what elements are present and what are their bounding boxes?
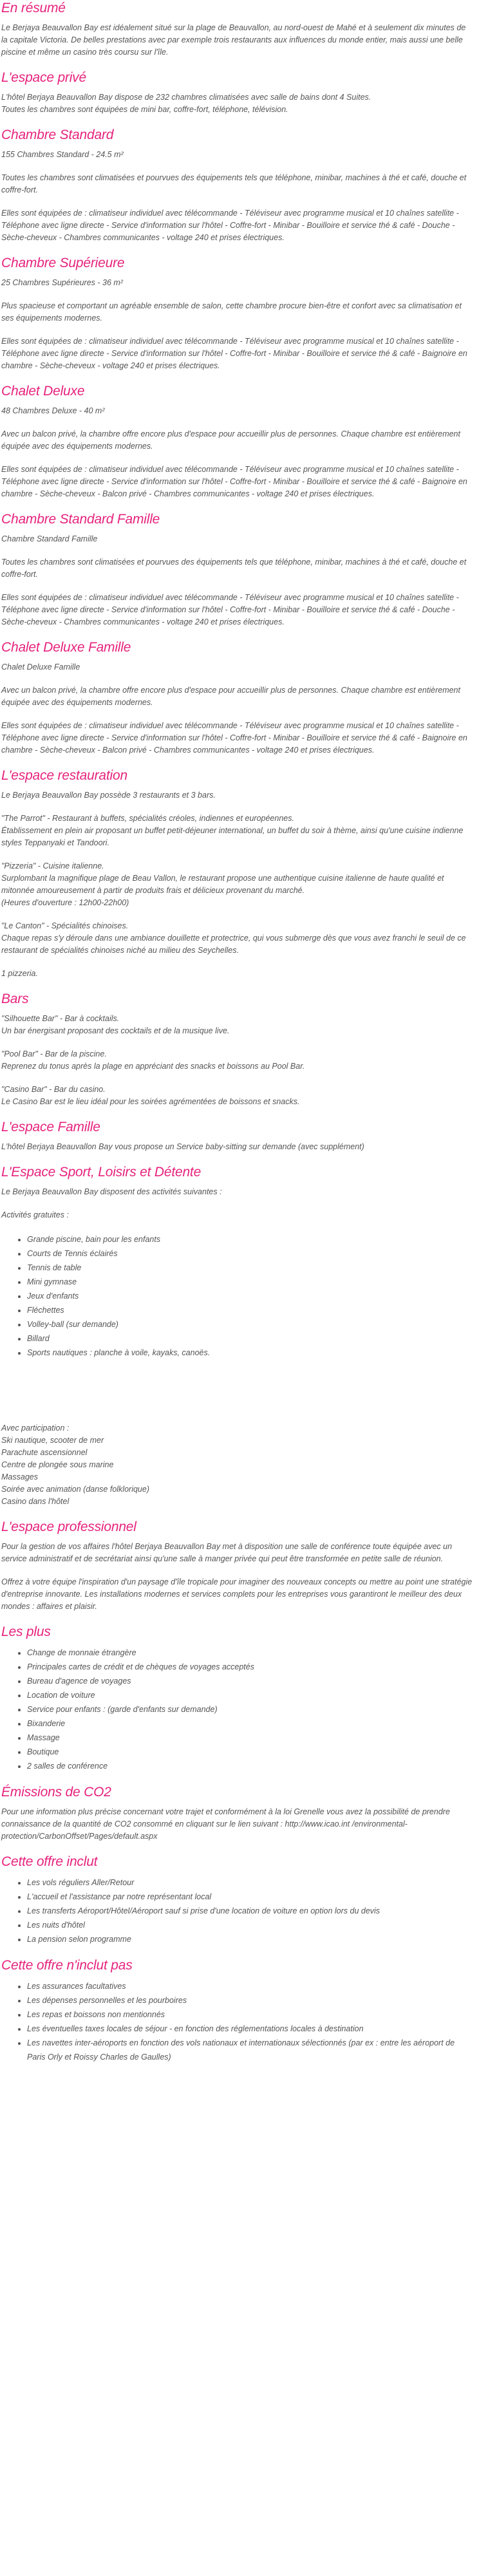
restaurant-parrot [1, 813, 474, 849]
list-item: • Billard [27, 1331, 474, 1346]
section-bars [1, 991, 474, 1108]
list-item: • Courts de Tennis éclairés [27, 1246, 474, 1261]
list-item: • Les assurances facultatives [27, 1979, 474, 1993]
list-item: • Tennis de table [27, 1261, 474, 1275]
section-professionnel [1, 1519, 474, 1613]
section-offre-ninclut [1, 1957, 474, 2064]
list-item: • Grande piscine, bain pour les enfants [27, 1232, 474, 1246]
section-restauration [1, 767, 474, 980]
section-title: Chalet Deluxe Famille [1, 640, 131, 655]
paragraph: Elles sont équipées de : climatiseur individuel avec télécommande - Téléviseur avec programme musical et 10 chaînes satellite - Téléphone avec ligne directe - Service d'information sur l'hôtel - Coffre-fort - Minibar - Bouilloire et service thé & café - Douche - Sèche-cheveux - Chambres communicantes - voltage 240 et prises électriques. [1, 593, 459, 626]
list-item: • Bureau d'agence de voyages [27, 1674, 474, 1688]
text-line: Parachute ascensionnel [1, 1448, 88, 1457]
free-activities-list [1, 1232, 474, 1360]
section-les-plus [1, 1624, 474, 1773]
text-line: Établissement en plein air proposant un buffet petit-déjeuner international, un buffet du soir à thème, ainsi qu'une cuisine indienne styles Teppanyaki et Tandoori. [1, 826, 464, 847]
paragraph: Toutes les chambres sont climatisées et pourvues des équipements tels que téléphone, minibar, machines à thé et café, douche et coffre-fort. [1, 558, 467, 579]
paragraph: Pour la gestion de vos affaires l'hôtel Berjaya Beauvallon Bay met à disposition une salle de conférence toute équipée avec un service administratif et de secrétariat ainsi qu'une salle à manger privée qui peut être transformée en petite salle de réunion. [1, 1542, 453, 1563]
text-line: "Le Canton" - Spécialités chinoises. [1, 921, 129, 930]
paragraph: Plus spacieuse et comportant un agréable ensemble de salon, cette chambre procure bien-être et confort avec sa climatisation et ses équipements modernes. [1, 301, 462, 323]
list-item: • Les navettes inter-aéroports en fonction des vols nationaux et internationaux sélectionnés (par ex : entre les aéroport de Paris Orly et Roissy Charles de Gaulles) [27, 2036, 474, 2064]
section-chambre-standard-famille [1, 511, 474, 628]
list-item: • La pension selon programme [27, 1932, 474, 1946]
section-title: Chambre Standard Famille [1, 512, 160, 527]
section-chambre-superieure [1, 255, 474, 372]
text-line: Massages [1, 1472, 38, 1481]
text-line: L'hôtel Berjaya Beauvallon Bay dispose de 232 chambres climatisées avec salle de bains dont 4 Suites. [1, 93, 371, 102]
room-subtitle: 48 Chambres Deluxe - 40 m² [1, 406, 105, 415]
paragraph: Pour une information plus précise concernant votre trajet et conformément à la loi Grenelle vous avez la possibilité de prendre connaissance de la quantité de CO2 consommé en cliquant sur le lien suivant : http://www.icao.int /environmental-protection/CarbonOffset/Pages/default.aspx [1, 1807, 450, 1841]
section-title: Chambre Supérieure [1, 256, 125, 270]
paragraph: Le Berjaya Beauvallon Bay est idéalement situé sur la plage de Beauvallon, au nord-ouest de Mahé et à seulement dix minutes de la capitale Victoria. De belles prestations avec par exemple trois restaurants aux influences du monde entier, mais aussi une belle piscine et même un casino très coursu sur l'île. [1, 23, 466, 57]
text-line: "Silhouette Bar" - Bar à cocktails. [1, 1014, 120, 1023]
room-subtitle: Chalet Deluxe Famille [1, 663, 80, 672]
section-prive [1, 70, 474, 116]
text-line: "Pizzeria" - Cuisine italienne. [1, 861, 104, 870]
paragraph: L'hôtel Berjaya Beauvallon Bay vous propose un Service baby-sitting sur demande (avec supplément) [1, 1142, 364, 1151]
list-item: • Jeux d'enfants [27, 1289, 474, 1303]
paid-activities [1, 1422, 474, 1508]
text-line: Centre de plongée sous marine [1, 1460, 114, 1469]
plus-list [1, 1646, 474, 1773]
section-title: Chalet Deluxe [1, 384, 85, 399]
section-famille [1, 1119, 474, 1153]
list-item: • Les repas et boissons non mentionnés [27, 2007, 474, 2022]
text-line: Ski nautique, scooter de mer [1, 1436, 104, 1445]
paragraph: Avec un balcon privé, la chambre offre encore plus d'espace pour accueillir plus de personnes. Chaque chambre est entièrement équipée avec des équipements modernes. [1, 429, 460, 451]
text-line: Casino dans l'hôtel [1, 1497, 70, 1506]
paragraph: Elles sont équipées de : climatiseur individuel avec télécommande - Téléviseur avec programme musical et 10 chaînes satellite - Téléphone avec ligne directe - Service d'information sur l'hôtel - Coffre-fort - Minibar - Bouilloire et service thé & café - Baignoire en chambre - Sèche-cheveux - Balcon privé - Chambres communicantes - voltage 240 et prises électriques. [1, 721, 467, 755]
section-title: L'espace restauration [1, 768, 127, 783]
list-item: • Massage [27, 1731, 474, 1745]
list-item: • Les éventuelles taxes locales de séjour - en fonction des réglementations locales à destination [27, 2022, 474, 2036]
list-item: • Les nuits d'hôtel [27, 1918, 474, 1932]
paragraph: Le Berjaya Beauvallon Bay possède 3 restaurants et 3 bars. [1, 791, 216, 800]
section-offre-inclut [1, 1854, 474, 1946]
paragraph: Offrez à votre équipe l'inspiration d'un paysage d'île tropicale pour imaginer des nouveaux concepts ou mettre au point une stratégie d'entreprise innovante. Les installations modernes et services complets pour les entreprises vous garantiront le meilleur des deux mondes : affaires et plaisir. [1, 1577, 473, 1611]
text-line: Le Casino Bar est le lieu idéal pour les soirées agrémentées de boissons et snacks. [1, 1097, 300, 1106]
paragraph [1, 91, 474, 116]
excluded-list [1, 1979, 474, 2064]
text-line: Reprenez du tonus après la plage en appréciant des snacks et boissons au Pool Bar. [1, 1062, 305, 1071]
list-item: • Sports nautiques : planche à voile, kayaks, canoës. [27, 1346, 474, 1360]
section-resume [1, 0, 474, 59]
spacer [1, 1371, 474, 1422]
text-line: Soirée avec animation (danse folklorique) [1, 1485, 149, 1494]
bar-casino [1, 1084, 474, 1108]
list-item: • Location de voiture [27, 1688, 474, 1702]
section-title: Chambre Standard [1, 127, 114, 142]
included-list [1, 1876, 474, 1946]
restaurant-pizzeria [1, 860, 474, 909]
room-subtitle: Chambre Standard Famille [1, 534, 98, 543]
text-line: Chaque repas s'y déroule dans une ambiance douillette et protectrice, qui vous submerge dès que vous avez franchi le seuil de ce restaurant de spécialités chinoises niché au milieu des Seychelles. [1, 934, 466, 955]
section-co2 [1, 1784, 474, 1843]
paragraph: Avec un balcon privé, la chambre offre encore plus d'espace pour accueillir plus de personnes. Chaque chambre est entièrement équipée avec des équipements modernes. [1, 686, 460, 707]
free-activities-label: Activités gratuites : [1, 1210, 69, 1219]
section-title: Cette offre n'inclut pas [1, 1958, 133, 1973]
room-subtitle: 155 Chambres Standard - 24.5 m² [1, 150, 124, 159]
paragraph: Elles sont équipées de : climatiseur individuel avec télécommande - Téléviseur avec programme musical et 10 chaînes satellite - Téléphone avec ligne directe - Service d'information sur l'hôtel - Coffre-fort - Minibar - Bouilloire et service thé & café - Baignoire en chambre - Sèche-cheveux - Balcon privé - Chambres communicantes - voltage 240 et prises électriques. [1, 465, 467, 498]
room-subtitle: 25 Chambres Supérieures - 36 m² [1, 278, 123, 287]
list-item: • Mini gymnase [27, 1275, 474, 1289]
list-item: • Change de monnaie étrangère [27, 1646, 474, 1660]
paragraph: Toutes les chambres sont climatisées et pourvues des équipements tels que téléphone, minibar, machines à thé et café, douche et coffre-fort. [1, 173, 467, 194]
paragraph: Elles sont équipées de : climatiseur individuel avec télécommande - Téléviseur avec programme musical et 10 chaînes satellite - Téléphone avec ligne directe - Service d'information sur l'hôtel - Coffre-fort - Minibar - Bouilloire et service thé & café - Douche - Sèche-cheveux - Chambres communicantes - voltage 240 et prises électriques. [1, 209, 459, 242]
section-title: L'espace Famille [1, 1120, 100, 1134]
list-item: • L'accueil et l'assistance par notre représentant local [27, 1890, 474, 1904]
text-line: "Pool Bar" - Bar de la piscine. [1, 1049, 107, 1058]
text-line: "The Parrot" - Restaurant à buffets, spécialités créoles, indiennes et européennes. [1, 814, 294, 823]
section-title: L'espace privé [1, 70, 86, 85]
section-title: En résumé [1, 1, 66, 15]
list-item: • Bixanderie [27, 1716, 474, 1731]
text-line: "Casino Bar" - Bar du casino. [1, 1085, 106, 1094]
section-title: Bars [1, 992, 29, 1006]
section-chambre-standard [1, 127, 474, 244]
list-item: • Service pour enfants : (garde d'enfants sur demande) [27, 1702, 474, 1716]
section-chalet-deluxe-famille [1, 639, 474, 757]
section-title: L'Espace Sport, Loisirs et Détente [1, 1165, 202, 1180]
section-sport [1, 1164, 474, 1508]
bar-silhouette [1, 1013, 474, 1037]
list-item: • Les vols réguliers Aller/Retour [27, 1876, 474, 1890]
section-chalet-deluxe [1, 383, 474, 500]
paragraph: 1 pizzeria. [1, 969, 38, 978]
paid-activities-label: Avec participation : [1, 1424, 70, 1433]
section-title: Cette offre inclut [1, 1854, 98, 1869]
bar-pool [1, 1048, 474, 1073]
section-title: Les plus [1, 1624, 51, 1639]
text-line: Toutes les chambres sont équipées de mini bar, coffre-fort, téléphone, télévision. [1, 105, 288, 114]
list-item: • 2 salles de conférence [27, 1759, 474, 1773]
list-item: • Les dépenses personnelles et les pourboires [27, 1993, 474, 2007]
section-title: L'espace professionnel [1, 1519, 136, 1534]
list-item: • Les transferts Aéroport/Hôtel/Aéroport sauf si prise d'une location de voiture en option lors du devis [27, 1904, 474, 1918]
restaurant-canton [1, 920, 474, 957]
list-item: • Volley-ball (sur demande) [27, 1317, 474, 1331]
text-line: Surplombant la magnifique plage de Beau Vallon, le restaurant propose une authentique cuisine italienne de haute qualité et mitonnée amoureusement à partir de produits frais et délicieux provenant du marché. [1, 874, 444, 895]
text-line: (Heures d'ouverture : 12h00-22h00) [1, 898, 129, 907]
paragraph: Elles sont équipées de : climatiseur individuel avec télécommande - Téléviseur avec programme musical et 10 chaînes satellite - Téléphone avec ligne directe - Service d'information sur l'hôtel - Coffre-fort - Minibar - Bouilloire et service thé & café - Baignoire en chambre - Sèche-cheveux - voltage 240 et prises électriques. [1, 337, 467, 370]
list-item: • Principales cartes de crédit et de chèques de voyages acceptés [27, 1660, 474, 1674]
paragraph: Le Berjaya Beauvallon Bay disposent des activités suivantes : [1, 1187, 222, 1196]
text-line: Un bar énergisant proposant des cocktails et de la musique live. [1, 1026, 230, 1035]
list-item: • Boutique [27, 1745, 474, 1759]
section-title: Émissions de CO2 [1, 1785, 111, 1800]
list-item: • Fléchettes [27, 1303, 474, 1317]
